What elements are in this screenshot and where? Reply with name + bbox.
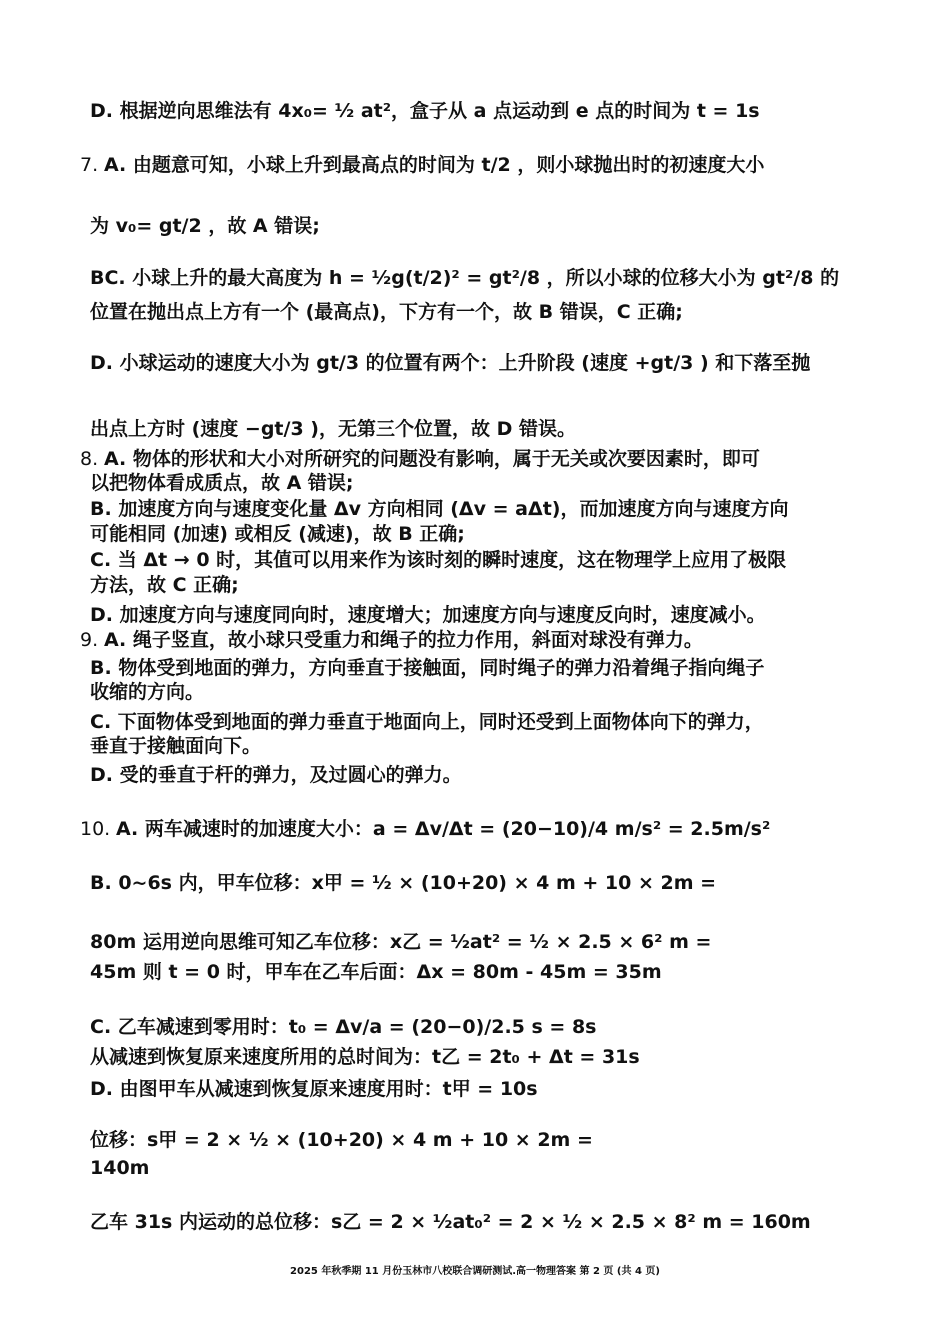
answer-line: 出点上方时 (速度 −gt/3 )，无第三个位置，故 D 错误。 — [90, 418, 576, 440]
page-footer: 2025 年秋季期 11 月份玉林市八校联合调研测试.高一物理答案 第 2 页 (共 4 页) — [290, 1266, 660, 1277]
answer-line: A. 由题意可知，小球上升到最高点的时间为 t/2 ，则小球抛出时的初速度大小 — [104, 154, 765, 176]
answer-line: 乙车 31s 内运动的总位移：s乙 = 2 × ½at₀² = 2 × ½ × 2.5 × 8² m = 160m — [90, 1211, 811, 1233]
answer-line: 以把物体看成质点，故 A 错误; — [90, 472, 354, 494]
answer-line: 可能相同 (加速) 或相反 (减速)，故 B 正确; — [90, 523, 465, 545]
answer-line: C. 下面物体受到地面的弹力垂直于地面向上，同时还受到上面物体向下的弹力， — [90, 711, 764, 733]
question-number: 7. — [80, 154, 99, 176]
answer-line: 收缩的方向。 — [90, 681, 205, 703]
answer-line: 方法，故 C 正确; — [90, 574, 239, 596]
answer-line: 80m 运用逆向思维可知乙车位移：x乙 = ½at² = ½ × 2.5 × 6² m = — [90, 931, 712, 953]
answer-line: 为 v₀= gt/2 ，故 A 错误; — [90, 215, 320, 237]
answer-line: D. 由图甲车从减速到恢复原来速度用时：t甲 = 10s — [90, 1078, 538, 1100]
answer-line: 位置在抛出点上方有一个 (最高点)，下方有一个，故 B 错误，C 正确; — [90, 301, 683, 323]
answer-line: D. 小球运动的速度大小为 gt/3 的位置有两个：上升阶段 (速度 +gt/3 ) 和下落至抛 — [90, 352, 811, 374]
answer-line: B. 加速度方向与速度变化量 Δv 方向相同 (Δv = aΔt)，而加速度方向与速度方向 — [90, 498, 789, 520]
answer-line: C. 当 Δt → 0 时，其值可以用来作为该时刻的瞬时速度，这在物理学上应用了极限 — [90, 549, 787, 571]
question-number: 8. — [80, 448, 99, 470]
answer-line: B. 物体受到地面的弹力，方向垂直于接触面，同时绳子的弹力沿着绳子指向绳子 — [90, 657, 765, 679]
answer-line: C. 乙车减速到零用时：t₀ = Δv/a = (20−0)/2.5 s = 8s — [90, 1016, 597, 1038]
answer-line: D. 根据逆向思维法有 4x₀= ½ at²，盒子从 a 点运动到 e 点的时间为 t = 1s — [90, 100, 760, 122]
answer-line: A. 两车减速时的加速度大小：a = Δv/Δt = (20−10)/4 m/s² = 2.5m/s² — [116, 818, 771, 840]
answer-line: 位移：s甲 = 2 × ½ × (10+20) × 4 m + 10 × 2m = — [90, 1129, 593, 1151]
answer-line: BC. 小球上升的最大高度为 h = ½g(t/2)² = gt²/8 ，所以小球的位移大小为 gt²/8 的 — [90, 267, 840, 289]
answer-line: 45m 则 t = 0 时，甲车在乙车后面：Δx = 80m - 45m = 35m — [90, 961, 662, 983]
answer-line: A. 物体的形状和大小对所研究的问题没有影响，属于无关或次要因素时，即可 — [104, 448, 760, 470]
answer-line: A. 绳子竖直，故小球只受重力和绳子的拉力作用，斜面对球没有弹力。 — [104, 629, 703, 651]
answer-line: 垂直于接触面向下。 — [90, 735, 262, 757]
answer-line: 从减速到恢复原来速度所用的总时间为：t乙 = 2t₀ + Δt = 31s — [90, 1046, 640, 1068]
answer-line: 140m — [90, 1157, 150, 1179]
answer-line: D. 受的垂直于杆的弹力，及过圆心的弹力。 — [90, 764, 462, 786]
answer-line: D. 加速度方向与速度同向时，速度增大；加速度方向与速度反向时，速度减小。 — [90, 604, 766, 626]
answer-line: B. 0~6s 内，甲车位移：x甲 = ½ × (10+20) × 4 m + 10 × 2m = — [90, 872, 717, 894]
question-number: 9. — [80, 629, 99, 651]
question-number: 10. — [80, 818, 111, 840]
